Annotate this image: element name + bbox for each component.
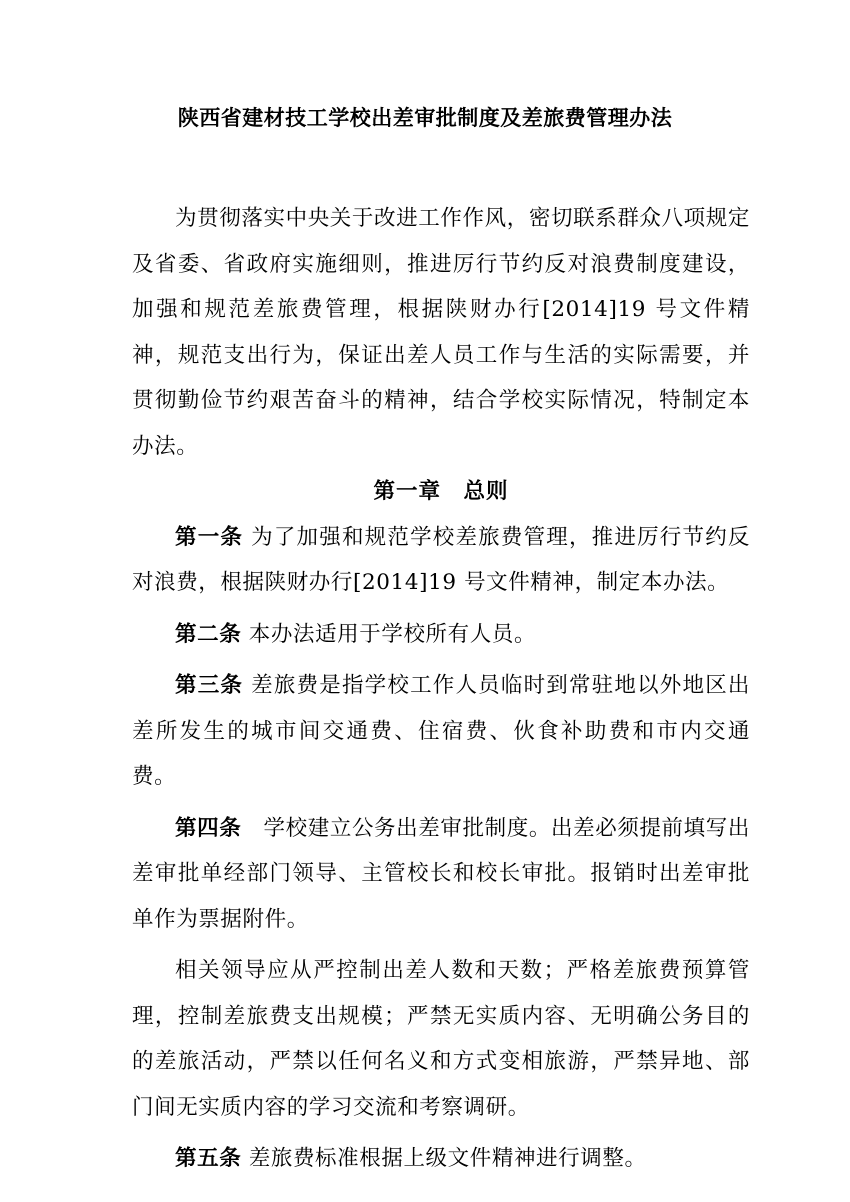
- article-text: 差旅费标准根据上级文件精神进行调整。: [248, 1146, 647, 1171]
- article-label: 第二条: [175, 621, 242, 647]
- article-text: 学校建立公务出差审批制度。出差必须提前填写出差审批单经部门领导、主管校长和校长审批。报销时出差审批单作为票据附件。: [132, 815, 751, 932]
- article-label: 第四条: [175, 815, 242, 841]
- article-2: [132, 612, 750, 658]
- article-label: 第三条: [175, 673, 244, 698]
- preamble-paragraph: 为贯彻落实中央关于改进工作作风，密切联系群众八项规定及省委、省政府实施细则，推进厉行节约反对浪费制度建设，加强和规范差旅费管理，根据陕财办行[2014]19 号文件精神，规范支出行为，保证出差人员工作与生活的实际需要，并贯彻勤俭节约艰苦奋斗的精神，结合学校实际情况，特制定本办法。: [132, 206, 750, 459]
- article-1: [132, 515, 750, 606]
- article-label: 第一条: [175, 524, 244, 550]
- article-5: [132, 1136, 750, 1182]
- article-text: 本办法适用于学校所有人员。: [248, 621, 537, 647]
- article-4: [132, 806, 750, 943]
- article-text: 差旅费是指学校工作人员临时到常驻地以外地区出差所发生的城市间交通费、住宿费、伙食补助费和市内交通费。: [132, 673, 750, 789]
- document-title: 陕西省建材技工学校出差审批制度及差旅费管理办法: [177, 106, 673, 130]
- article-3: [132, 663, 750, 800]
- article-4-paragraph-2: 相关领导应从严控制出差人数和天数；严格差旅费预算管理，控制差旅费支出规模；严禁无实质内容、无明确公务目的的差旅活动，严禁以任何名义和方式变相旅游，严禁异地、部门间无实质内容的学习交流和考察调研。: [132, 958, 750, 1120]
- article-label: 第五条: [175, 1146, 242, 1171]
- chapter-heading: 第一章 总则: [373, 479, 509, 504]
- document-body: [132, 196, 750, 1182]
- article-text: 为了加强和规范学校差旅费管理，推进厉行节约反对浪费，根据陕财办行[2014]19 号文件精神，制定本办法。: [132, 524, 750, 595]
